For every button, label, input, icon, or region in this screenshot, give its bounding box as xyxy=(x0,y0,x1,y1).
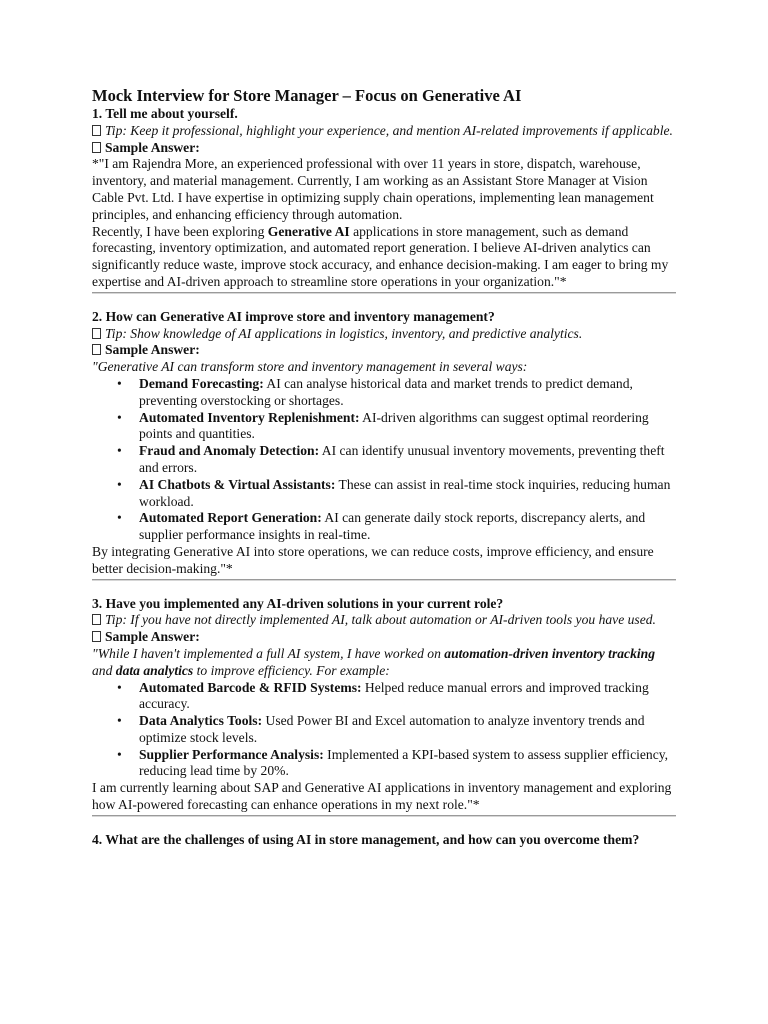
missing-glyph-box-icon xyxy=(92,614,101,625)
question-4 xyxy=(92,832,676,849)
tip-line xyxy=(92,326,676,343)
section-divider xyxy=(92,579,676,581)
tip-text: Tip: If you have not directly implemented AI, talk about automation or AI-driven tools you have used. xyxy=(105,612,656,628)
answer-list xyxy=(92,680,676,781)
question-1 xyxy=(92,106,676,291)
answer-outro: By integrating Generative AI into store operations, we can reduce costs, improve efficiency, and ensure better decision-making."* xyxy=(92,543,654,576)
answer-intro: "Generative AI can transform store and inventory management in several ways: xyxy=(92,359,528,375)
missing-glyph-box-icon xyxy=(92,328,101,339)
tip-line xyxy=(92,123,676,140)
missing-glyph-box-icon xyxy=(92,344,101,355)
answer-paragraph: *"I am Rajendra More, an experienced professional with over 11 years in store, dispatch, warehouse, inventory, and material management. Currently, I am working as an Assistant Store Manager at Vision Cable Pvt. Ltd. I have expertise in optimizing supply chain operations, implementing lean management principles, and enhancing efficiency through automation. xyxy=(92,156,654,222)
question-heading: 4. What are the challenges of using AI in store management, and how can you overcome them? xyxy=(92,831,640,847)
sample-answer-label: Sample Answer: xyxy=(92,140,676,157)
sample-answer-label: Sample Answer: xyxy=(92,342,676,359)
answer-paragraph: Recently, I have been exploring Generative AI applications in store management, such as demand forecasting, inventory optimization, and automated report generation. I believe AI-driven analytics can significantly reduce waste, improve stock accuracy, and enhance decision-making. I am eager to bring my expertise and AI-driven approach to streamline store operations in your organization."* xyxy=(92,223,669,289)
tip-line xyxy=(92,612,676,629)
list-item: • Automated Report Generation: AI can generate daily stock reports, discrepancy alerts, and supplier performance insights in real-time. xyxy=(139,510,676,544)
question-3 xyxy=(92,596,676,814)
missing-glyph-box-icon xyxy=(92,631,101,642)
section-divider xyxy=(92,815,676,817)
document-title: Mock Interview for Store Manager – Focus on Generative AI xyxy=(92,86,522,105)
section-divider xyxy=(92,292,676,294)
tip-text: Tip: Keep it professional, highlight your experience, and mention AI-related improvements if applicable. xyxy=(105,122,673,138)
answer-outro: I am currently learning about SAP and Generative AI applications in inventory management and exploring how AI-powered forecasting can enhance operations in my next role."* xyxy=(92,780,672,813)
answer-list xyxy=(92,376,676,544)
question-heading: 3. Have you implemented any AI-driven solutions in your current role? xyxy=(92,595,504,611)
list-item: • Demand Forecasting: AI can analyse historical data and market trends to predict demand, preventing overstocking or shortages. xyxy=(139,376,676,410)
question-heading: 2. How can Generative AI improve store and inventory management? xyxy=(92,308,495,324)
answer-intro: "While I haven't implemented a full AI system, I have worked on automation-driven inventory tracking and data analytics to improve efficiency. For example: xyxy=(92,645,655,678)
list-item: • Data Analytics Tools: Used Power BI and Excel automation to analyze inventory trends and optimize stock levels. xyxy=(139,713,676,747)
missing-glyph-box-icon xyxy=(92,125,101,136)
question-heading: 1. Tell me about yourself. xyxy=(92,106,238,121)
missing-glyph-box-icon xyxy=(92,142,101,153)
sample-answer-label: Sample Answer: xyxy=(92,629,676,646)
list-item: • Fraud and Anomaly Detection: AI can identify unusual inventory movements, preventing theft and errors. xyxy=(139,443,676,477)
list-item: • AI Chatbots & Virtual Assistants: These can assist in real-time stock inquiries, reducing human workload. xyxy=(139,477,676,511)
list-item: • Automated Barcode & RFID Systems: Helped reduce manual errors and improved tracking accuracy. xyxy=(139,680,676,714)
document-page xyxy=(92,86,676,849)
question-2 xyxy=(92,309,676,578)
tip-text: Tip: Show knowledge of AI applications in logistics, inventory, and predictive analytics. xyxy=(105,325,583,341)
list-item: • Automated Inventory Replenishment: AI-driven algorithms can suggest optimal reordering points and quantities. xyxy=(139,410,676,444)
list-item: • Supplier Performance Analysis: Implemented a KPI-based system to assess supplier efficiency, reducing lead time by 20%. xyxy=(139,747,676,781)
